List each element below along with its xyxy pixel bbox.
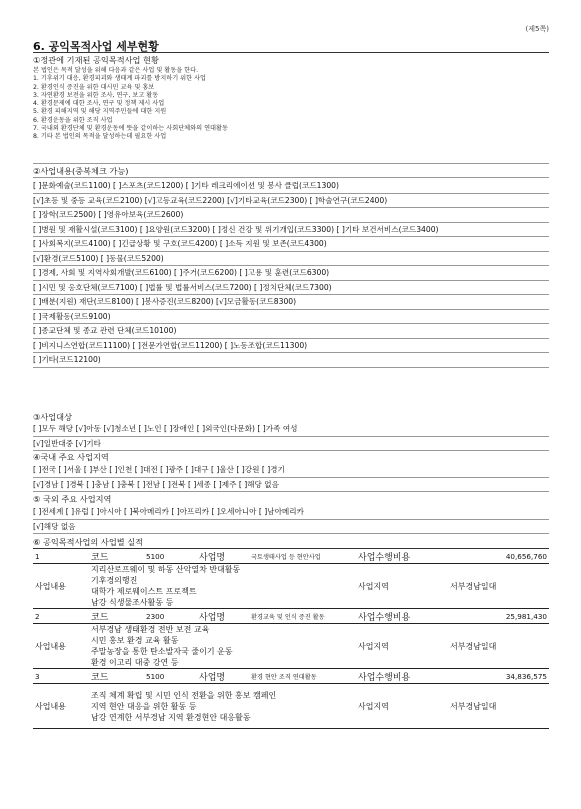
page-number: (제5쪽) <box>525 25 549 33</box>
table-row <box>33 564 549 609</box>
performance-table <box>33 549 549 729</box>
performance-heading: ⑥ 공익목적사업의 사업별 실적 <box>33 537 144 547</box>
content-line: 조직 체계 확립 및 시민 인식 전환을 위한 홍보 캠페인 <box>91 690 277 700</box>
content-row: [ ]경제, 사회 및 지역사회개발(코드6100) [ ]주거(코드6200) [ ]고용 및 훈련(코드6300) <box>33 266 549 281</box>
project-region: 서부경남일대 <box>448 564 549 609</box>
overseas-row: [ ]전세계 [ ]유럽 [ ]아시아 [ ]북아메리카 [ ]아프리카 [ ]오세아니아 [ ]남아메리카 <box>33 505 549 520</box>
project-code: 5100 <box>144 669 197 684</box>
purpose-list <box>33 67 549 142</box>
content-line: 주말농장을 통한 탄소발자국 줄이기 운동 <box>91 647 233 656</box>
project-name: 국토생태사업 등 현안사업 <box>249 549 356 564</box>
content-row: [ ]비지니스연합(코드11100) [ ]전문가연합(코드11200) [ ]노동조합(코드11300) <box>33 339 549 354</box>
content-row: [ ]기타(코드12100) <box>33 353 549 368</box>
purpose-heading: ①정관에 기재된 공익목적사업 현황 <box>33 55 159 65</box>
content-row: [ ]시민 및 옹호단체(코드7100) [ ]법률 및 법률서비스(코드7200) [ ]정치단체(코드7300) <box>33 281 549 296</box>
divider <box>33 177 549 178</box>
project-no: 2 <box>33 609 89 624</box>
content-line: 남강 연계한 서부경남 지역 환경현안 대응활동 <box>91 712 251 722</box>
purpose-item: 4. 환경문제에 대한 조사, 연구 및 정책 제시 사업 <box>33 100 165 108</box>
table-row <box>33 684 549 729</box>
content-line: 대학가 제로웨이스트 프로젝트 <box>91 587 197 596</box>
purpose-item: 5. 환경 피해지역 및 해당 지역주민들에 대한 지원 <box>33 108 167 116</box>
domestic-row: [√]경남 [ ]경북 [ ]충남 [ ]충북 [ ]전남 [ ]전북 [ ]세종 [ ]제주 [ ]해당 없음 <box>33 478 549 493</box>
content-row: [ ]병원 및 재활시설(코드3100) [ ]요양원(코드3200) [ ]정신 건강 및 위기개입(코드3300) [ ]기타 보건서비스(코드3400) <box>33 223 549 238</box>
overseas-row: [√]해당 없음 <box>33 520 549 535</box>
purpose-item: 2. 환경인식 증진을 위한 대시민 교육 및 홍보 <box>33 83 155 91</box>
project-no: 3 <box>33 669 89 684</box>
purpose-item: 7. 국내외 환경단체 및 환경운동에 뜻을 같이하는 사회단체와의 연대활동 <box>33 125 228 133</box>
project-name: 환경 현안 조직 연대활동 <box>249 669 356 684</box>
region-label: 사업지역 <box>356 684 448 729</box>
content-row: [ ]장학(코드2500) [ ]영유아보육(코드2600) <box>33 208 549 223</box>
cost-label: 사업수행비용 <box>356 549 448 564</box>
content-label: 사업내용 <box>33 684 89 729</box>
project-content <box>89 684 356 729</box>
content-row: [ ]배분(지원) 재단(코드8100) [ ]봉사증진(코드8200) [√]모금활동(코드8300) <box>33 295 549 310</box>
overseas-heading: ⑤ 국외 주요 사업지역 <box>33 494 112 504</box>
content-heading: ②사업내용(중복체크 가능) <box>33 166 129 176</box>
project-region: 서부경남일대 <box>448 684 549 729</box>
domestic-heading: ④국내 주요 사업지역 <box>33 452 109 462</box>
table-row <box>33 609 549 624</box>
project-content <box>89 624 356 669</box>
purpose-item: 3. 자연환경 보전을 위한 조사, 연구, 보고 활동 <box>33 91 159 99</box>
project-cost: 40,656,760 <box>448 549 549 564</box>
target-row: [ ]모두 해당 [√]아동 [√]청소년 [ ]노인 [ ]장애인 [ ]외국인(다문화) [ ]가족 여성 <box>33 422 549 437</box>
title-rule <box>33 52 549 53</box>
purpose-item: 8. 기타 본 법인의 목적을 달성하는데 필요한 사업 <box>33 133 167 141</box>
region-label: 사업지역 <box>356 564 448 609</box>
content-line: 기후경의행진 <box>91 576 138 585</box>
project-name: 환경교육 및 인식 증진 활동 <box>249 609 356 624</box>
cost-label: 사업수행비용 <box>356 669 448 684</box>
target-rows <box>33 422 549 451</box>
content-line: 남강 식생물조사활동 등 <box>91 598 174 607</box>
purpose-intro: 본 법인은 목적 달성을 위해 다음과 같은 사업 및 활동을 한다. <box>33 67 199 74</box>
purpose-item: 6. 환경운동을 위한 조직 사업 <box>33 116 113 124</box>
project-no: 1 <box>33 549 89 564</box>
table-row <box>33 624 549 669</box>
content-row: [ ]문화예술(코드1100) [ ]스포츠(코드1200) [ ]기타 레크리에이션 및 봉사 클럽(코드1300) <box>33 179 549 194</box>
content-line: 지리산로프웨이 및 하동 산악열차 반대활동 <box>91 565 241 574</box>
domestic-row: [ ]전국 [ ]서울 [ ]부산 [ ]인천 [ ]대전 [ ]광주 [ ]대구 [ ]울산 [ ]강원 [ ]경기 <box>33 463 549 478</box>
content-line: 지역 현안 대응을 위한 활동 등 <box>91 701 197 711</box>
content-row: [√]환경(코드5100) [ ]동물(코드5200) <box>33 252 549 267</box>
target-heading: ③사업대상 <box>33 412 72 422</box>
domestic-rows <box>33 463 549 492</box>
name-label: 사업명 <box>197 669 249 684</box>
page-title: 6. 공익목적사업 세부현황 <box>33 40 159 53</box>
project-region: 서부경남일대 <box>448 624 549 669</box>
project-code: 2300 <box>144 609 197 624</box>
content-row: [√]초등 및 중등 교육(코드2100) [√]고등교육(코드2200) [√]기타교육(코드2300) [ ]학술연구(코드2400) <box>33 194 549 209</box>
project-code: 5100 <box>144 549 197 564</box>
content-row: [ ]사회복지(코드4100) [ ]긴급상황 및 구호(코드4200) [ ]소득 지원 및 보존(코드4300) <box>33 237 549 252</box>
content-line: 서부경남 생태환경 전반 보전 교육 <box>91 625 210 634</box>
name-label: 사업명 <box>197 549 249 564</box>
region-label: 사업지역 <box>356 624 448 669</box>
content-row: [ ]국제활동(코드9100) <box>33 310 549 325</box>
table-row <box>33 669 549 684</box>
target-row: [√]일반대중 [√]기타 <box>33 437 549 452</box>
divider <box>33 163 549 164</box>
overseas-rows <box>33 505 549 534</box>
code-label: 코드 <box>89 669 144 684</box>
content-line: 시민 홍보 환경 교육 활동 <box>91 636 179 645</box>
content-rows <box>33 179 549 368</box>
project-cost: 25,981,430 <box>448 609 549 624</box>
table-row <box>33 549 549 564</box>
content-line: 환경 이고리 대중 강연 등 <box>91 658 179 667</box>
content-label: 사업내용 <box>33 564 89 609</box>
name-label: 사업명 <box>197 609 249 624</box>
project-content <box>89 564 356 609</box>
code-label: 코드 <box>89 549 144 564</box>
cost-label: 사업수행비용 <box>356 609 448 624</box>
code-label: 코드 <box>89 609 144 624</box>
purpose-item: 1. 기후위기 대응, 환경피괴와 생태계 파괴를 방지하기 위한 사업 <box>33 75 207 83</box>
content-row: [ ]종교단체 및 종교 관련 단체(코드10100) <box>33 324 549 339</box>
content-label: 사업내용 <box>33 624 89 669</box>
project-cost: 34,836,575 <box>448 669 549 684</box>
